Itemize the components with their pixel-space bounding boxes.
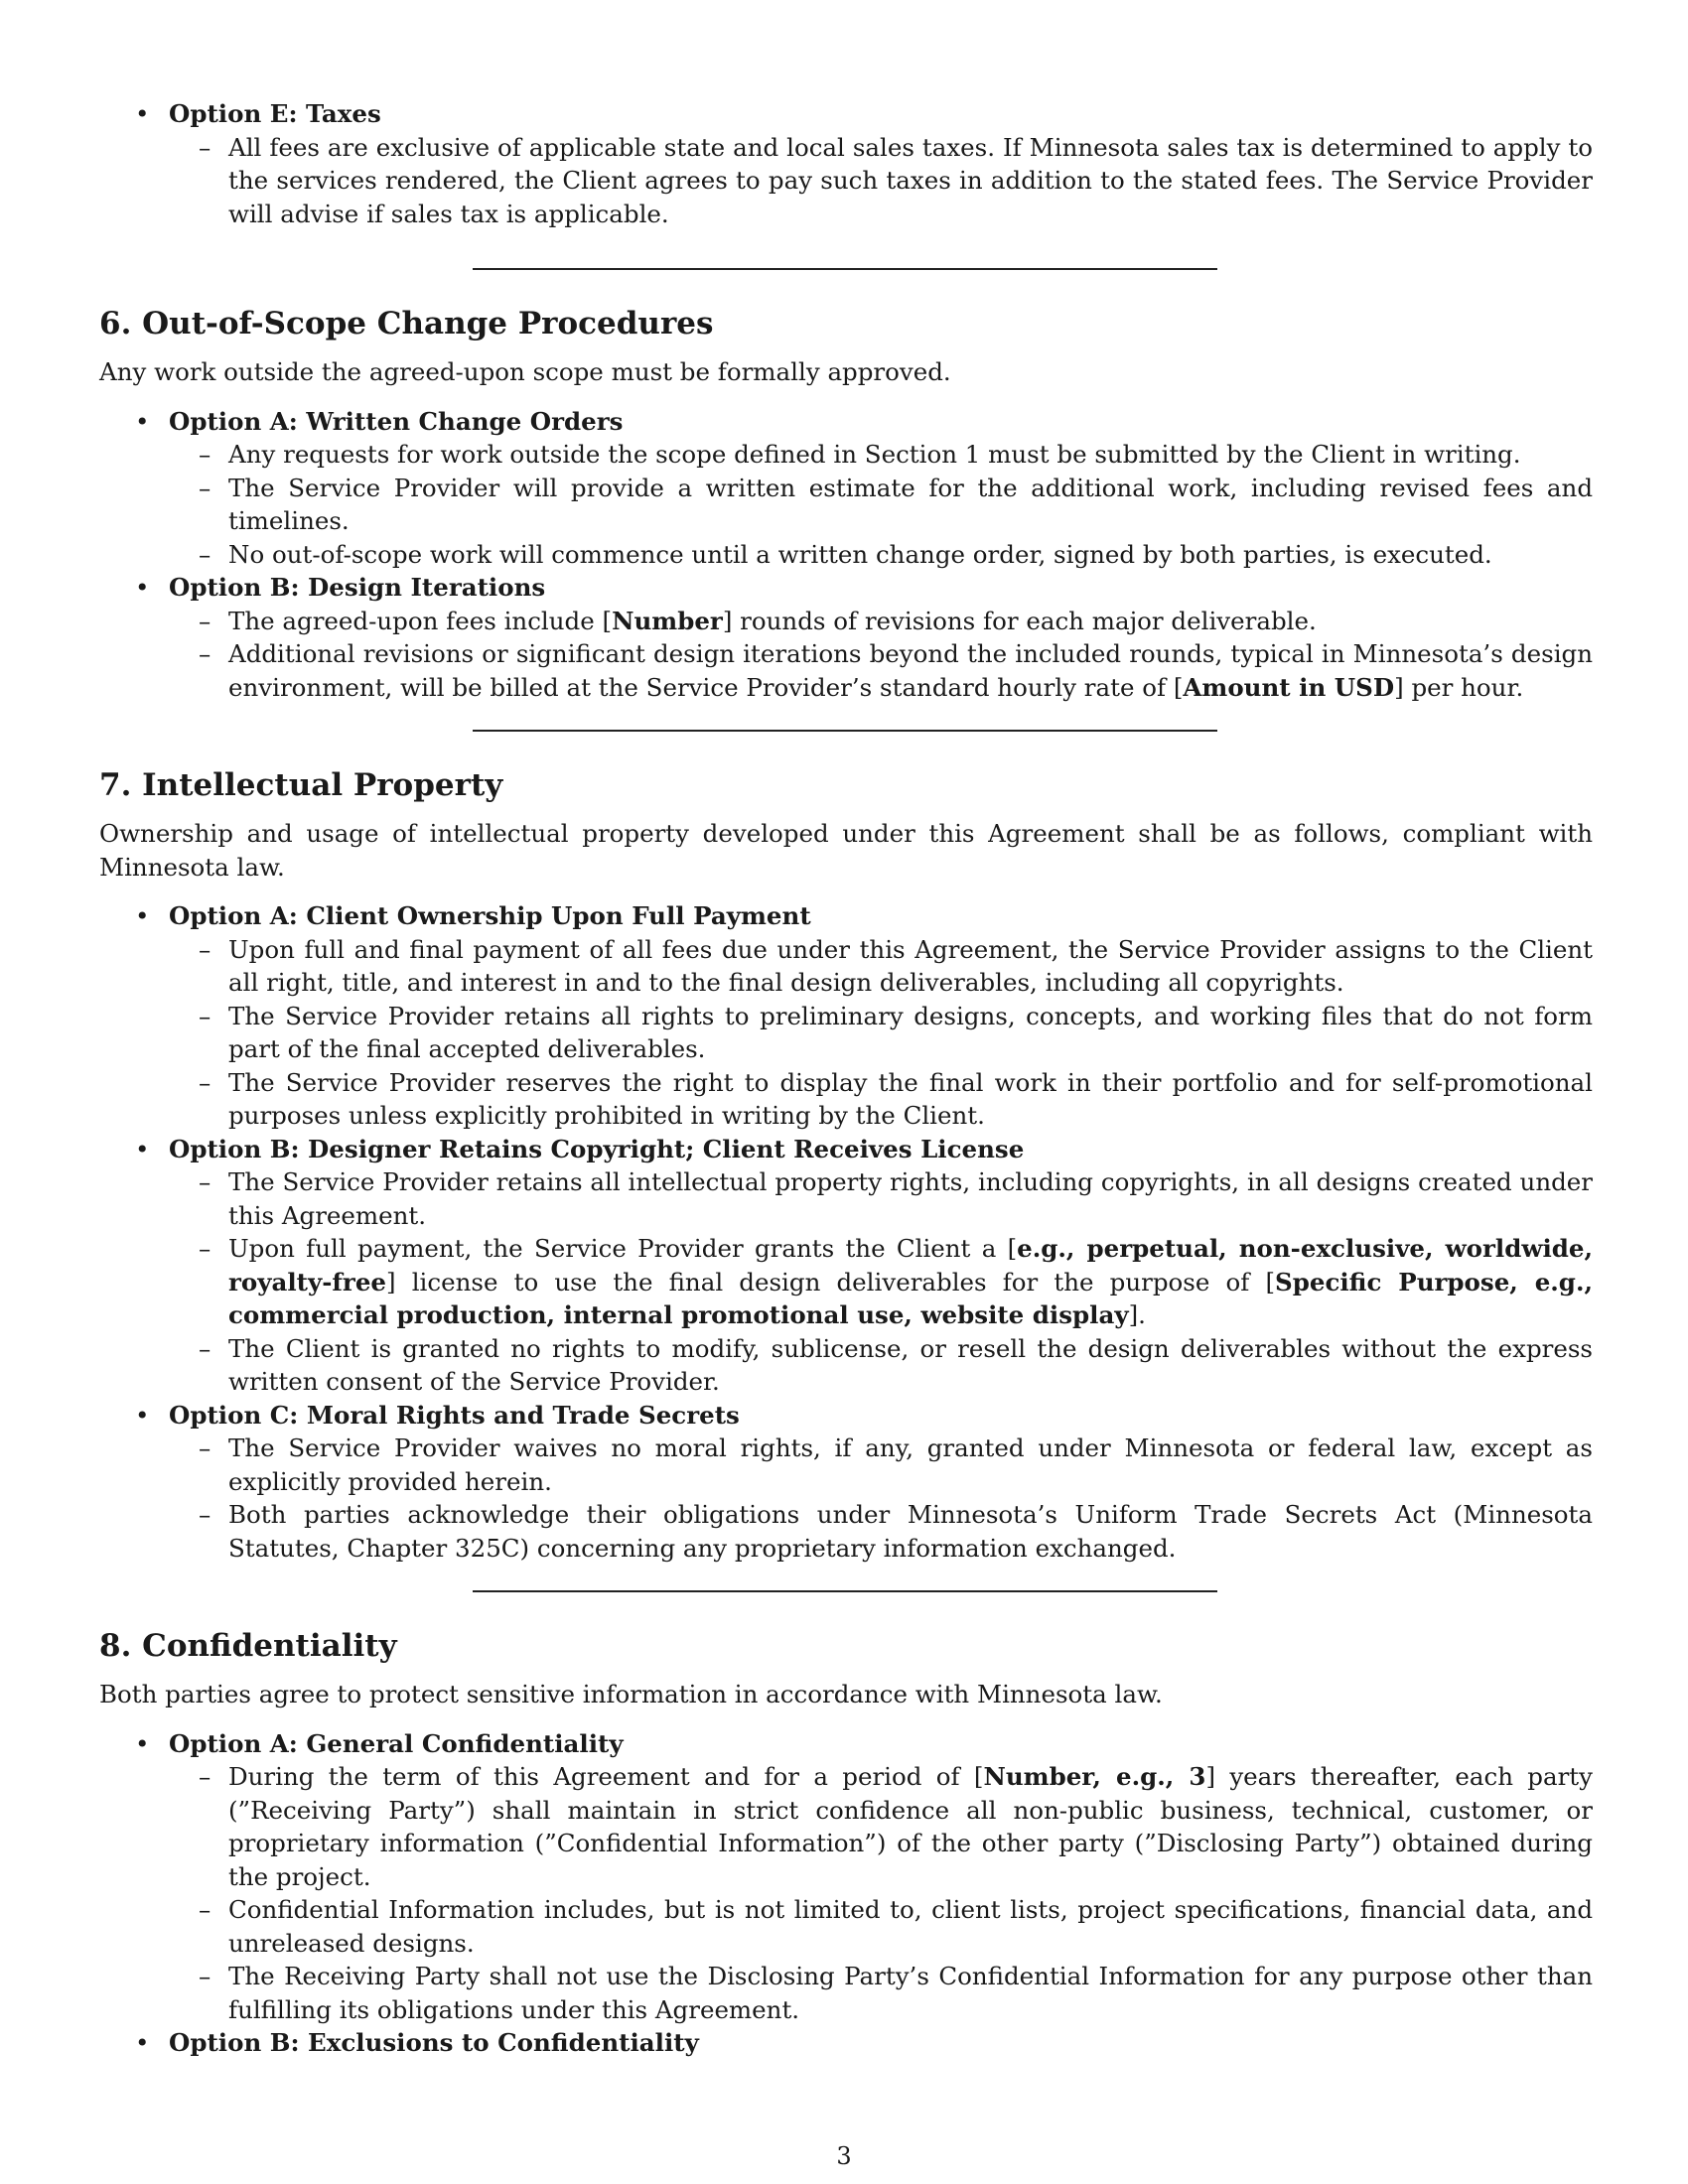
- bold-placeholder: Number, e.g., 3: [983, 1762, 1206, 1791]
- section-6: [99, 304, 1593, 704]
- section-7: [99, 765, 1593, 1565]
- document-page: [99, 97, 1593, 2060]
- option-title: • Option B: Designer Retains Copyright; Client Receives License: [99, 1133, 1593, 1166]
- option-item: – The Client is granted no rights to modify, sublicense, or resell the design deliverables without the express written consent of the Service Provider.: [99, 1332, 1593, 1399]
- option-block: [99, 899, 1593, 1565]
- section-intro: Ownership and usage of intellectual property developed under this Agreement shall be as follows, compliant with Minnesota law.: [99, 819, 1593, 882]
- option-title: • Option E: Taxes: [99, 97, 1593, 131]
- section-heading: 7. Intellectual Property: [99, 767, 503, 803]
- option-item: – The Receiving Party shall not use the Disclosing Party’s Confidential Information for any purpose other than fulfilling its obligations under this Agreement.: [99, 1960, 1593, 2026]
- option-item: – The Service Provider reserves the right to display the final work in their portfolio and for self-promotional purposes unless explicitly prohibited in writing by the Client.: [99, 1066, 1593, 1133]
- bold-placeholder: e.g., perpetual, non-exclusive, worldwide, royalty-free: [228, 1234, 1594, 1297]
- section-heading: 8. Confidentiality: [99, 1628, 397, 1664]
- option-block: [99, 405, 1593, 705]
- option-item: – Confidential Information includes, but is not limited to, client lists, project specifications, financial data, and unreleased designs.: [99, 1893, 1593, 1960]
- bold-placeholder: Specific Purpose, e.g., commercial production, internal promotional use, website display: [228, 1267, 1593, 1329]
- option-item: – Any requests for work outside the scope defined in Section 1 must be submitted by the Client in writing.: [99, 438, 1593, 472]
- option-item: – During the term of this Agreement and for a period of [Number, e.g., 3] years thereafter, each party (”Receiving Party”) shall maintain in strict confidence all non-public business, technical, customer, or proprietary information (”Confidential Information”) of the other party (”Disclosing Party”) obtained during the project.: [99, 1760, 1593, 1893]
- option-block: [99, 97, 1593, 230]
- page-number: 3: [836, 2142, 852, 2170]
- option-item: – The agreed-upon fees include [Number] rounds of revisions for each major deliverable.: [99, 605, 1593, 638]
- option-title: • Option C: Moral Rights and Trade Secrets: [99, 1399, 1593, 1433]
- section-intro: Both parties agree to protect sensitive information in accordance with Minnesota law.: [99, 1680, 1163, 1708]
- option-title: • Option B: Design Iterations: [99, 571, 1593, 605]
- option-item: – Upon full and final payment of all fees due under this Agreement, the Service Provider assigns to the Client all right, title, and interest in and to the final design deliverables, including all copyrights.: [99, 933, 1593, 1000]
- section-intro: Any work outside the agreed-upon scope must be formally approved.: [99, 357, 951, 386]
- section-divider: [473, 1590, 1217, 1592]
- section-divider: [473, 268, 1217, 270]
- bold-placeholder: Amount in USD: [1183, 672, 1395, 702]
- option-item: – The Service Provider retains all rights to preliminary designs, concepts, and working files that do not form part of the final accepted deliverables.: [99, 1000, 1593, 1066]
- section-divider: [473, 730, 1217, 732]
- option-item: – All fees are exclusive of applicable state and local sales taxes. If Minnesota sales tax is determined to apply to the services rendered, the Client agrees to pay such taxes in addition to the stated fees. The Service Provider will advise if sales tax is applicable.: [99, 131, 1593, 231]
- option-title: • Option A: General Confidentiality: [99, 1727, 1593, 1761]
- option-item: – The Service Provider retains all intellectual property rights, including copyrights, in all designs created under this Agreement.: [99, 1165, 1593, 1232]
- option-title: • Option A: Client Ownership Upon Full Payment: [99, 899, 1593, 933]
- option-item: – Additional revisions or significant design iterations beyond the included rounds, typical in Minnesota’s design environment, will be billed at the Service Provider’s standard hourly rate of [Amount in USD] per hour.: [99, 637, 1593, 704]
- option-item: – Both parties acknowledge their obligations under Minnesota’s Uniform Trade Secrets Act (Minnesota Statutes, Chapter 325C) concerning any proprietary information exchanged.: [99, 1498, 1593, 1565]
- bold-placeholder: Number: [612, 606, 723, 635]
- option-title: • Option A: Written Change Orders: [99, 405, 1593, 439]
- section-8: [99, 1626, 1593, 2060]
- option-item: – The Service Provider waives no moral rights, if any, granted under Minnesota or federal law, except as explicitly provided herein.: [99, 1432, 1593, 1498]
- option-block: [99, 1727, 1593, 2060]
- section-heading: 6. Out-of-Scope Change Procedures: [99, 306, 714, 341]
- option-item: – No out-of-scope work will commence until a written change order, signed by both parties, is executed.: [99, 538, 1593, 572]
- option-title: • Option B: Exclusions to Confidentiality: [99, 2026, 1593, 2060]
- option-item: – Upon full payment, the Service Provider grants the Client a [e.g., perpetual, non-exclusive, worldwide, royalty-free] license to use the final design deliverables for the purpose of [Specific Purpose, e.g., commercial production, internal promotional use, website display].: [99, 1232, 1593, 1332]
- option-item: – The Service Provider will provide a written estimate for the additional work, including revised fees and timelines.: [99, 472, 1593, 538]
